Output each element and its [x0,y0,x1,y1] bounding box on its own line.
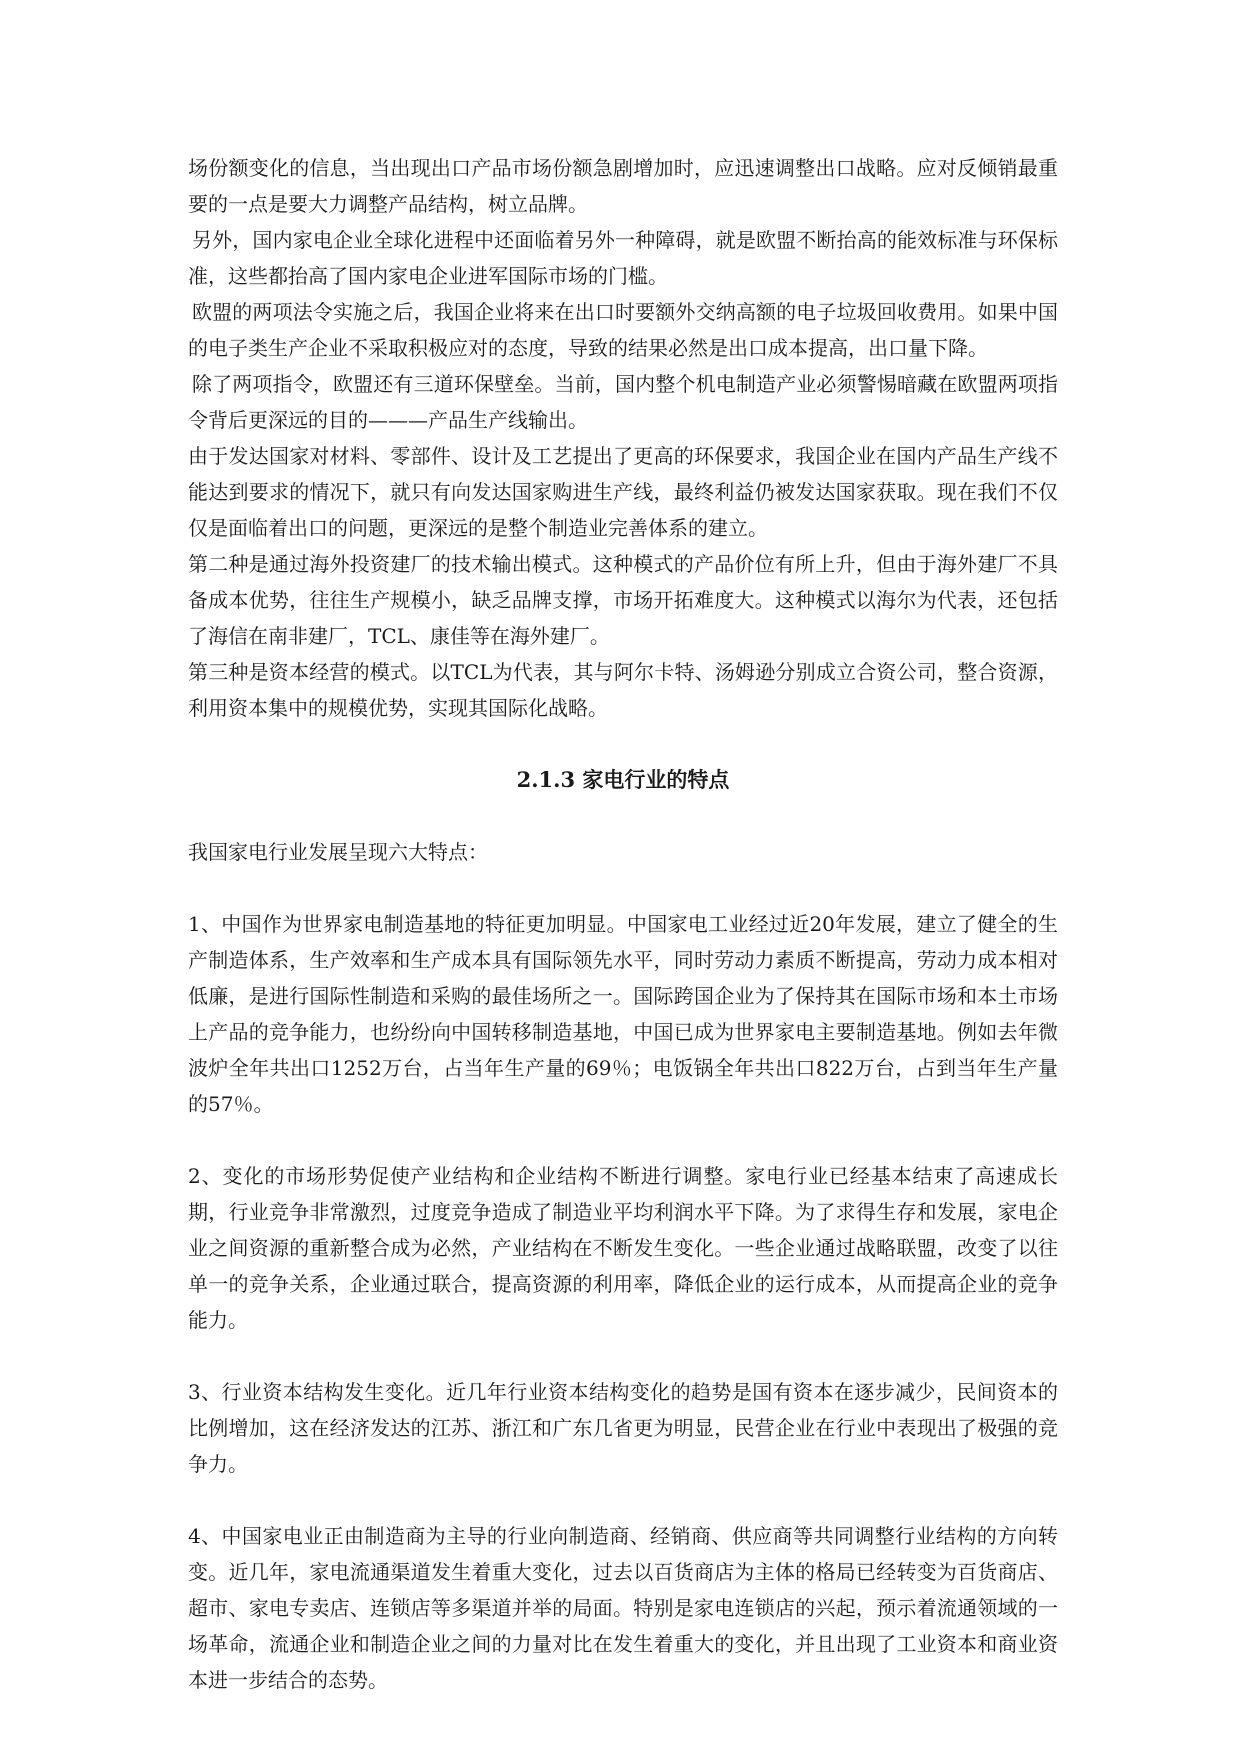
intro-paragraph-2: 另外，国内家电企业全球化进程中还面临着另外一种障碍，就是欧盟不断抬高的能效标准与环保标准，这些都抬高了国内家电企业进军国际市场的门槛。 [188,228,1058,288]
document-body [188,150,1058,1698]
point-3: 3、行业资本结构发生变化。近几年行业资本结构变化的趋势是国有资本在逐步减少，民间资本的比例增加，这在经济发达的江苏、浙江和广东几省更为明显，民营企业在行业中表现出了极强的竞争力。 [188,1380,1058,1476]
intro-paragraph-3: 欧盟的两项法令实施之后，我国企业将来在出口时要额外交纳高额的电子垃圾回收费用。如果中国的电子类生产企业不采取积极应对的态度，导致的结果必然是出口成本提高，出口量下降。 [188,300,1058,360]
intro-paragraph-6: 第二种是通过海外投资建厂的技术输出模式。这种模式的产品价位有所上升，但由于海外建厂不具备成本优势，往往生产规模小，缺乏品牌支撑，市场开拓难度大。这种模式以海尔为代表，还包括了海信在南非建厂，TCL、康佳等在海外建厂。 [188,552,1058,648]
point-1: 1、中国作为世界家电制造基地的特征更加明显。中国家电工业经过近20年发展，建立了健全的生产制造体系，生产效率和生产成本具有国际领先水平，同时劳动力素质不断提高，劳动力成本相对低廉，是进行国际性制造和采购的最佳场所之一。国际跨国企业为了保持其在国际市场和本土市场上产品的竞争能力，也纷纷向中国转移制造基地，中国已成为世界家电主要制造基地。例如去年微波炉全年共出口1252万台，占当年生产量的69％；电饭锅全年共出口822万台，占到当年生产量的57％。 [188,912,1058,1116]
paragraph-gap [188,1338,1058,1374]
paragraph-gap [188,870,1058,906]
intro-paragraph-1: 场份额变化的信息，当出现出口产品市场份额急剧增加时，应迅速调整出口战略。应对反倾销最重要的一点是要大力调整产品结构，树立品牌。 [188,156,1058,216]
intro-paragraph-4: 除了两项指令，欧盟还有三道环保壁垒。当前，国内整个机电制造产业必须警惕暗藏在欧盟两项指令背后更深远的目的———产品生产线输出。 [188,372,1058,432]
section-heading: 2.1.3 家电行业的特点 [516,767,730,792]
point-2: 2、变化的市场形势促使产业结构和企业结构不断进行调整。家电行业已经基本结束了高速成长期，行业竞争非常激烈，过度竞争造成了制造业平均利润水平下降。为了求得生存和发展，家电企业之间资源的重新整合成为必然，产业结构在不断发生变化。一些企业通过战略联盟，改变了以往单一的竞争关系，企业通过联合，提高资源的利用率，降低企业的运行成本，从而提高企业的竞争能力。 [188,1164,1058,1332]
intro-paragraph-5: 由于发达国家对材料、零部件、设计及工艺提出了更高的环保要求，我国企业在国内产品生产线不能达到要求的情况下，就只有向发达国家购进生产线，最终利益仍被发达国家获取。现在我们不仅仅是面临着出口的问题，更深远的是整个制造业完善体系的建立。 [188,444,1058,540]
point-4: 4、中国家电业正由制造商为主导的行业向制造商、经销商、供应商等共同调整行业结构的方向转变。近几年，家电流通渠道发生着重大变化，过去以百货商店为主体的格局已经转变为百货商店、超市、家电专卖店、连锁店等多渠道并举的局面。特别是家电连锁店的兴起，预示着流通领域的一场革命，流通企业和制造企业之间的力量对比在发生着重大的变化，并且出现了工业资本和商业资本进一步结合的态势。 [188,1524,1058,1692]
paragraph-gap [188,1482,1058,1518]
section-lead: 我国家电行业发展呈现六大特点： [188,840,488,864]
intro-paragraph-7: 第三种是资本经营的模式。以TCL为代表，其与阿尔卡特、汤姆逊分别成立合资公司，整合资源，利用资本集中的规模优势，实现其国际化战略。 [188,660,1058,720]
paragraph-gap [188,1122,1058,1158]
